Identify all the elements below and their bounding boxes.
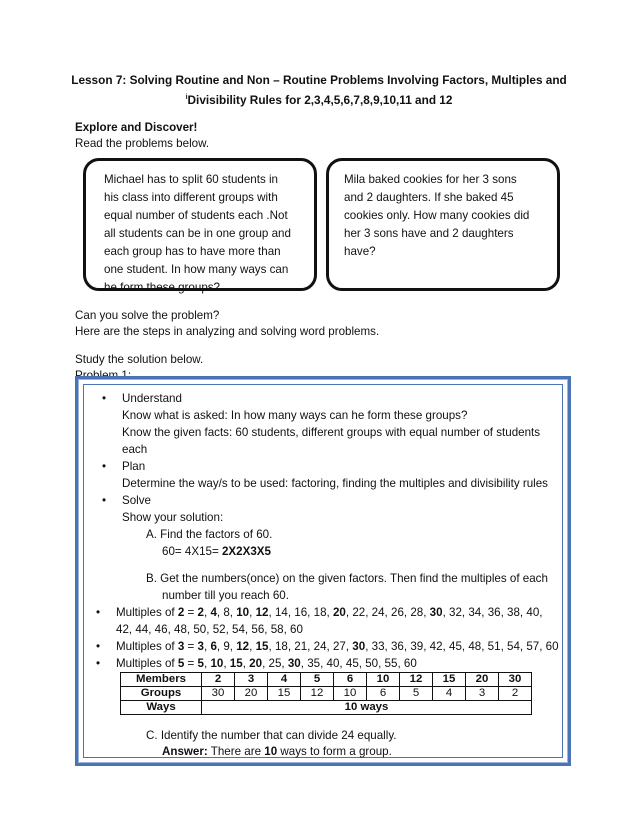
multiples-of-2: [116, 604, 543, 621]
mult-bold: 6: [210, 640, 217, 653]
answer-line: [162, 743, 392, 760]
multiples-key: 3: [177, 640, 185, 653]
lesson-title-line1: Lesson 7: Solving Routine and Non – Routine Problems Involving Factors, Multiples and: [71, 73, 567, 87]
solve-line1: Show your solution:: [122, 511, 224, 524]
card-line: all students can be in one group and: [104, 227, 291, 240]
card-line: his class into different groups with: [104, 191, 278, 204]
multiples-eq: =: [184, 640, 198, 653]
mult-sep: , 14, 16, 18,: [268, 606, 333, 619]
table-cell: 4: [433, 687, 466, 701]
multiples-label: Multiples of: [116, 640, 178, 653]
step-a-line1: A. Find the factors of 60.: [146, 528, 273, 541]
table-row-groups: [121, 687, 532, 701]
multiples-label: Multiples of: [116, 657, 178, 670]
step-understand: • Understand: [122, 390, 182, 407]
table-cell: 5: [301, 673, 334, 687]
mult-sep: , 18, 21, 24, 27,: [268, 640, 353, 653]
multiples-key: 5: [177, 657, 185, 670]
table-cell: 2: [202, 673, 235, 687]
table-cell: 12: [301, 687, 334, 701]
card-line: he form these groups?: [104, 281, 221, 294]
table-cell: 10: [367, 673, 400, 687]
mult-bold: 30: [352, 640, 366, 653]
answer-pre: There are: [207, 745, 265, 758]
title-superscript: i: [185, 94, 188, 101]
card-line: one student. In how many ways can: [104, 263, 289, 276]
table-cell: 30: [202, 687, 235, 701]
prime-factors: 2X2X3X5: [221, 545, 271, 558]
mult-bold: 12: [255, 606, 269, 619]
table-cell: 2: [499, 687, 532, 701]
mult-sep: , 32, 34, 36, 38, 40,: [442, 606, 543, 619]
plan-line1: Determine the way/s to be used: factoring, finding the multiples and divisibility rules: [122, 477, 548, 490]
mult-bold: 3: [197, 640, 204, 653]
mult-sep: , 33, 36, 39, 42, 45, 48, 51, 54, 57, 60: [365, 640, 559, 653]
multiples-eq: =: [184, 606, 198, 619]
mult-sep: ,: [203, 606, 211, 619]
mult-bold: 15: [229, 657, 243, 670]
card-line: have?: [344, 245, 376, 258]
mult-bold: 2: [197, 606, 204, 619]
table-cell: 12: [400, 673, 433, 687]
table-cell: 3: [235, 673, 268, 687]
card-line: cookies only. How many cookies did: [344, 209, 530, 222]
members-groups-table: [120, 672, 532, 715]
mult-sep: ,: [242, 657, 250, 670]
problem-card-michael: [83, 158, 317, 294]
step-plan: • Plan: [122, 458, 145, 475]
mult-sep: ,: [223, 657, 230, 670]
card-line: and 2 daughters. If she baked 45: [344, 191, 514, 204]
explore-heading: Explore and Discover!: [75, 121, 198, 134]
table-row-members: [121, 673, 532, 687]
table-header-groups: Groups: [121, 687, 202, 701]
table-header-members: Members: [121, 673, 202, 687]
card-line: Michael has to split 60 students in: [104, 173, 279, 186]
answer-number: 10: [264, 745, 278, 758]
mult-bold: 12: [236, 640, 250, 653]
table-cell: 15: [433, 673, 466, 687]
problem-card-mila: [326, 158, 560, 291]
understand-line1: Know what is asked: In how many ways can he form these groups?: [122, 409, 468, 422]
step-a-line2: [162, 543, 271, 560]
table-cell: 30: [499, 673, 532, 687]
multiples-key: 2: [177, 606, 185, 619]
mult-bold: 4: [210, 606, 217, 619]
mult-bold: 20: [332, 606, 346, 619]
factor-equation: 60= 4X15=: [162, 545, 222, 558]
mult-bold: 10: [236, 606, 250, 619]
card-line: Mila baked cookies for her 3 sons: [344, 173, 517, 186]
mult-sep: , 8,: [216, 606, 237, 619]
table-cell: 5: [400, 687, 433, 701]
step-solve: • Solve: [122, 492, 151, 509]
table-row-ways: [121, 701, 532, 715]
mult-bold: 20: [249, 657, 263, 670]
mult-sep: , 35, 40, 45, 50, 55, 60: [300, 657, 417, 670]
multiples-of-5: [116, 655, 417, 672]
table-header-ways: Ways: [121, 701, 202, 715]
prompt-solve: Can you solve the problem?: [75, 309, 220, 322]
problem-card-michael-text: [104, 171, 291, 297]
table-cell: 3: [466, 687, 499, 701]
understand-line2: Know the given facts: 60 students, different groups with equal number of students: [122, 426, 541, 439]
mult-bold: 30: [287, 657, 301, 670]
answer-post: ways to form a group.: [277, 745, 392, 758]
table-cell: 20: [466, 673, 499, 687]
mult-bold: 10: [210, 657, 224, 670]
step-b-line1: B. Get the numbers(once) on the given factors. Then find the multiples of each: [146, 572, 548, 585]
table-cell: 6: [367, 687, 400, 701]
mult-sep: , 22, 24, 26, 28,: [345, 606, 430, 619]
mult-bold: 5: [197, 657, 204, 670]
table-cell: 15: [268, 687, 301, 701]
table-cell: 4: [268, 673, 301, 687]
card-line: her 3 sons have and 2 daughters: [344, 227, 514, 240]
mult-sep: ,: [249, 640, 256, 653]
multiples-label: Multiples of: [116, 606, 178, 619]
table-ways-value: 10 ways: [202, 701, 532, 715]
understand-line3: each: [122, 443, 148, 456]
table-cell: 6: [334, 673, 367, 687]
prompt-steps: Here are the steps in analyzing and solving word problems.: [75, 325, 380, 338]
prompt-study: Study the solution below.: [75, 353, 204, 366]
mult-sep: , 25,: [262, 657, 288, 670]
explore-instruction: Read the problems below.: [75, 137, 210, 150]
card-line: equal number of students each .Not: [104, 209, 288, 222]
card-line: each group has to have more than: [104, 245, 281, 258]
mult-sep: ,: [203, 657, 211, 670]
prompt-problem1: Problem 1:: [75, 369, 132, 382]
lesson-title-line2-text: Divisibility Rules for 2,3,4,5,6,7,8,9,10,11 and 12: [187, 92, 453, 107]
table-cell: 20: [235, 687, 268, 701]
mult-sep: , 9,: [216, 640, 237, 653]
mult-sep: ,: [249, 606, 256, 619]
table-cell: 10: [334, 687, 367, 701]
mult-bold: 30: [429, 606, 443, 619]
lesson-title-line2: [60, 89, 578, 109]
answer-label: Answer:: [162, 745, 208, 758]
mult-bold: 15: [255, 640, 269, 653]
step-b-line2: number till you reach 60.: [162, 589, 289, 602]
problem-card-mila-text: [344, 171, 529, 261]
multiples-eq: =: [184, 657, 198, 670]
lesson-title: [60, 72, 578, 109]
step-c-line1: C. Identify the number that can divide 24 equally.: [146, 729, 397, 742]
multiples-of-3: [116, 638, 559, 655]
multiples-of-2-line2: 42, 44, 46, 48, 50, 52, 54, 56, 58, 60: [116, 623, 303, 636]
mult-sep: ,: [203, 640, 211, 653]
